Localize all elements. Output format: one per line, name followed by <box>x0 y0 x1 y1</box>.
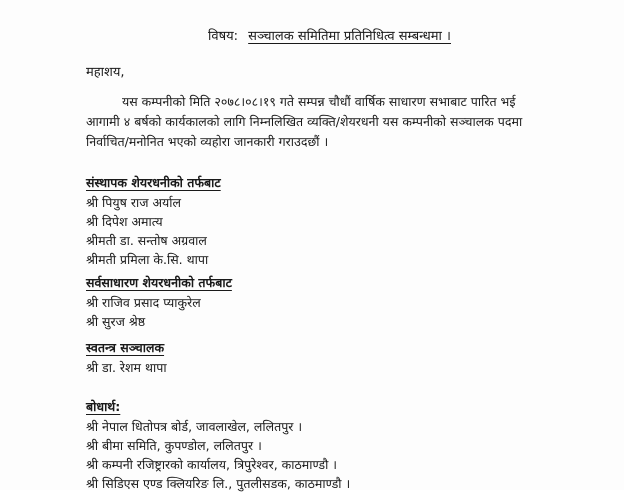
subject-text: सञ्चालक समितिमा प्रतिनिधित्व सम्बन्धमा । <box>248 29 451 44</box>
salutation: महाशय, <box>86 65 125 80</box>
director-name: श्रीमती डा. सन्तोष अग्रवाल <box>86 233 207 248</box>
body-line: निर्वाचित/मनोनित भएको व्यहोरा जानकारी गराउदछौं । <box>86 134 329 149</box>
cc-recipient: श्री नेपाल धितोपत्र बोर्ड, जावलाखेल, ललितपुर । <box>86 419 303 434</box>
founder-shareholders-section <box>86 173 221 269</box>
section-heading: संस्थापक शेयरधनीको तर्फबाट <box>86 175 221 190</box>
subject-line <box>208 26 451 44</box>
section-heading: बोधार्थ: <box>86 399 121 414</box>
director-name: श्री राजिव प्रसाद प्याकुरेल <box>86 295 201 310</box>
director-name: श्री सुरज श्रेष्ठ <box>86 314 146 329</box>
cc-recipient: श्री सिडिएस एण्ड क्लियरिङ लि., पुतलीसडक, काठमाण्डौ । <box>86 476 351 491</box>
body-line: यस कम्पनीको मिति २०७८।०८।१९ गते सम्पन्न चौधौं वार्षिक साधारण सभाबाट पारित भई <box>122 94 516 109</box>
cc-section <box>86 397 350 493</box>
section-heading: सर्वसाधारण शेयरधनीको तर्फबाट <box>86 275 232 290</box>
director-name: श्री पियुष राज अर्याल <box>86 195 181 210</box>
cc-recipient: श्री बीमा समिति, कुपण्डोल, ललितपुर । <box>86 438 262 453</box>
section-heading: स्वतन्त्र सञ्चालक <box>86 340 165 355</box>
independent-director-section <box>86 338 167 377</box>
director-name: श्री डा. रेशम थापा <box>86 360 167 375</box>
public-shareholders-section <box>86 273 232 331</box>
subject-label: विषय: <box>208 29 239 44</box>
body-paragraph <box>86 92 606 152</box>
director-name: श्री दिपेश अमात्य <box>86 214 163 229</box>
cc-recipient: श्री कम्पनी रजिष्ट्रारको कार्यालय, त्रिपुरेश्वर, काठमाण्डौ । <box>86 457 338 472</box>
body-line: आगामी ४ बर्षको कार्यकालको लागि निम्नलिखित व्यक्ति/शेयरधनी यस कम्पनीको सञ्चालक पदमा <box>86 114 523 129</box>
director-name: श्रीमती प्रमिला के.सि. थापा <box>86 252 209 267</box>
